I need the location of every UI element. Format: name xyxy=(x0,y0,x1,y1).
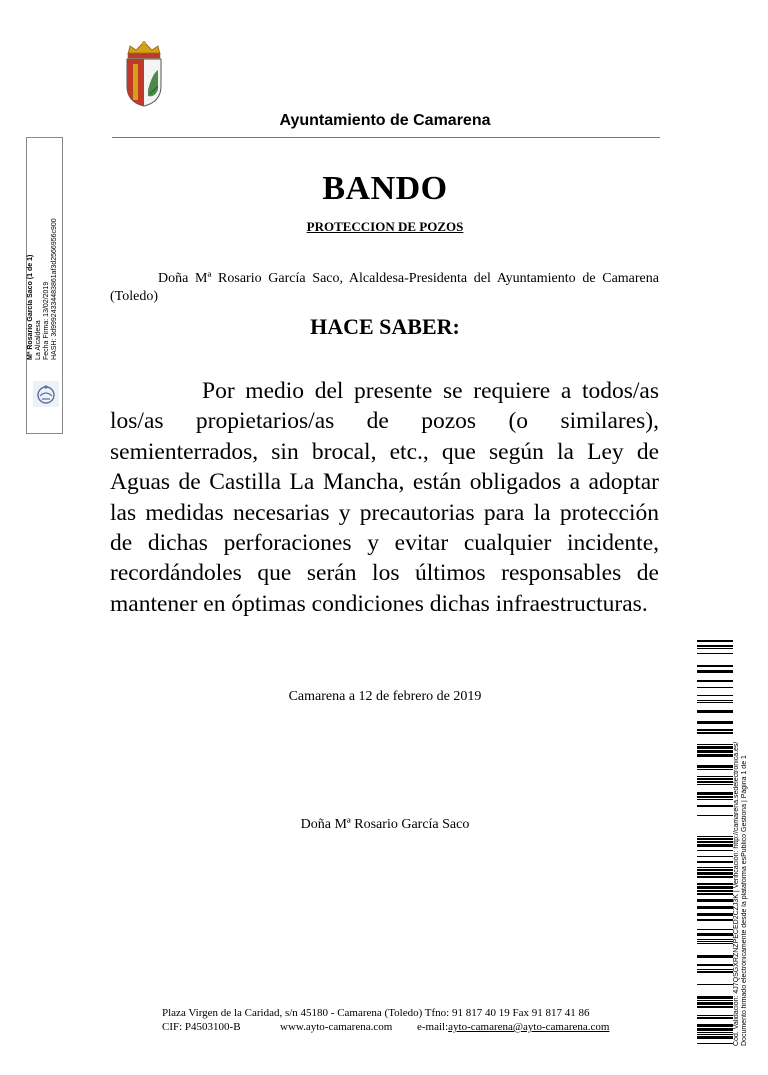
announcement-heading: HACE SABER: xyxy=(310,314,460,339)
barcode-bar xyxy=(697,841,733,843)
barcode-bar xyxy=(697,1015,733,1016)
validation-text xyxy=(733,690,767,1046)
document-title: BANDO xyxy=(322,170,448,207)
barcode-bar xyxy=(697,750,733,753)
barcode-bar xyxy=(697,702,733,703)
barcode-bar xyxy=(697,648,733,649)
document-subtitle xyxy=(110,219,660,235)
barcode-bar xyxy=(697,670,733,673)
organization-name: Ayuntamiento de Camarena xyxy=(279,112,491,129)
barcode-bar xyxy=(697,721,733,724)
barcode-bar xyxy=(697,1034,733,1035)
barcode-bar xyxy=(697,792,733,795)
barcode-bar xyxy=(697,861,733,863)
barcode-bar xyxy=(697,765,733,768)
barcode-bar xyxy=(697,939,733,940)
signature-role: La Alcaldesa xyxy=(35,320,42,360)
barcode-bar xyxy=(697,1024,733,1027)
barcode-bar xyxy=(697,640,733,642)
barcode-bar xyxy=(697,943,733,944)
footer-email-link[interactable]: ayto-camarena@ayto-camarena.com xyxy=(448,1021,610,1033)
document-subtitle-text: PROTECCION DE POZOS xyxy=(306,219,464,234)
barcode-bar xyxy=(697,1017,733,1019)
barcode-bar xyxy=(697,836,733,837)
barcode-bar xyxy=(697,869,733,871)
header-divider xyxy=(112,137,660,138)
barcode-bar xyxy=(697,796,733,798)
barcode-bar xyxy=(697,805,733,807)
barcode-bar xyxy=(697,955,733,958)
validation-line-2: Documento firmado electrónicamente desde la plataforma esPublico Gestiona | Página 1 de 1 xyxy=(741,755,748,1046)
barcode-bar xyxy=(697,784,733,785)
barcode-bar xyxy=(697,984,733,985)
barcode-bar xyxy=(697,856,733,857)
barcode-bar xyxy=(697,1043,733,1044)
barcode-bar xyxy=(697,665,733,667)
barcode-bar xyxy=(697,1036,733,1039)
footer-email-label: e-mail: xyxy=(417,1021,449,1033)
barcode-bar xyxy=(697,687,733,688)
date-line: Camarena a 12 de febrero de 2019 xyxy=(288,689,482,704)
barcode-bar xyxy=(697,1000,733,1001)
signature-date: Fecha Firma: 13/02/2019 xyxy=(43,281,50,360)
barcode-bar xyxy=(697,1028,733,1031)
signatory-name: Doña Mª Rosario García Saco xyxy=(300,817,470,832)
barcode-bar xyxy=(697,645,733,647)
barcode-bar xyxy=(697,700,733,701)
barcode-bar xyxy=(697,778,733,780)
barcode-bar xyxy=(697,886,733,889)
barcode-bar xyxy=(697,732,733,734)
barcode-bar xyxy=(697,781,733,783)
barcode-bar xyxy=(697,867,733,868)
barcode-bar xyxy=(697,1006,733,1008)
barcode-bar xyxy=(697,919,733,921)
barcode-bar xyxy=(697,744,733,745)
footer-address: Plaza Virgen de la Caridad, s/n 45180 - Camarena (Toledo) Tfno: 91 817 40 19 Fax 91 817 41 86 xyxy=(162,1007,590,1019)
validation-line-1: Cód. Validación: 4J7QSGXRZNZPECED2CZJ3K | Verificación: http://camarena.sedelectronica.es/ xyxy=(733,741,740,1046)
barcode-bar xyxy=(697,906,733,909)
barcode-bar xyxy=(697,899,733,902)
barcode-bar xyxy=(697,653,733,654)
footer-email xyxy=(417,1021,609,1033)
footer-website[interactable]: www.ayto-camarena.com xyxy=(280,1021,393,1033)
barcode-bar xyxy=(697,776,733,777)
barcode-bar xyxy=(697,1032,733,1033)
electronic-seal-icon xyxy=(33,381,59,407)
signature-signer: Mª Rosario García Saco (1 de 1) xyxy=(27,254,34,360)
barcode-bar xyxy=(697,838,733,840)
barcode-bar xyxy=(697,933,733,936)
barcode-bar xyxy=(697,710,733,713)
municipal-crest-icon xyxy=(122,40,166,108)
barcode-bar xyxy=(697,890,733,892)
barcode-bar xyxy=(697,913,733,916)
barcode-bar xyxy=(697,695,733,696)
barcode-bar xyxy=(697,964,733,966)
barcode-bar xyxy=(697,680,733,682)
barcode-bar xyxy=(697,876,733,878)
barcode-bar xyxy=(697,883,733,885)
intro-paragraph: Doña Mª Rosario García Saco, Alcaldesa-Presidenta del Ayuntamiento de Camarena (Toledo) xyxy=(110,271,659,304)
footer-cif: CIF: P4503100-B xyxy=(162,1021,241,1033)
barcode-bar xyxy=(697,929,733,930)
barcode-bar xyxy=(697,996,733,999)
signature-hash: HASH: 3d99924334483861af3d2566956c900 xyxy=(51,218,58,360)
barcode-bar xyxy=(697,850,733,851)
barcode-bar xyxy=(697,969,733,970)
signature-stamp-text xyxy=(27,170,61,360)
barcode-bar xyxy=(697,815,733,816)
barcode-bar xyxy=(697,971,733,973)
barcode-bar xyxy=(697,769,733,770)
barcode-bar xyxy=(697,893,733,895)
body-paragraph: Por medio del presente se requiere a todos/as los/as propietarios/as de pozos (o similares), semienterrados, sin brocal, etc., que según la Ley de Aguas de Castilla La Mancha, están obligados a adoptar las medidas necesarias y precautorias para la protección de dichas perforaciones y evitar cualquier incidente, recordándoles que serán los últimos responsables de mantener en óptimas condiciones dichas infraestructuras. xyxy=(110,378,659,617)
barcode-bar xyxy=(697,872,733,875)
barcode-bar xyxy=(697,754,733,757)
barcode xyxy=(697,640,733,1044)
barcode-bar xyxy=(697,1002,733,1005)
barcode-bar xyxy=(697,941,733,942)
barcode-bar xyxy=(697,746,733,749)
barcode-bar xyxy=(697,844,733,847)
barcode-bar xyxy=(697,799,733,800)
barcode-bar xyxy=(697,729,733,731)
